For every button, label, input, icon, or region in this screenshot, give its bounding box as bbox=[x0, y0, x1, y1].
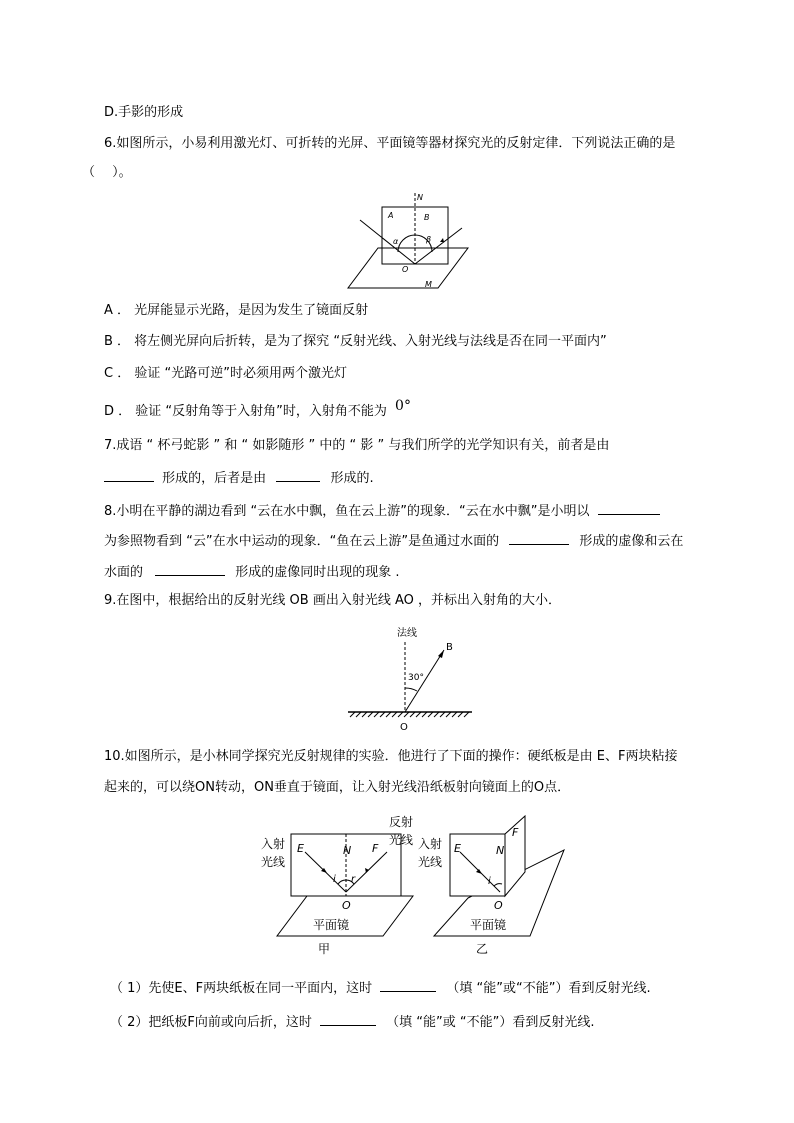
yi-label-e: E bbox=[454, 842, 461, 855]
q10-sub2 bbox=[110, 1011, 595, 1032]
jia-mirror-label: 平面镜 bbox=[313, 918, 350, 932]
q10-figure-jia bbox=[255, 808, 425, 958]
q8-blank-3[interactable] bbox=[155, 561, 225, 576]
q6-label-n: N bbox=[417, 193, 423, 202]
yi-label-n: N bbox=[496, 844, 505, 857]
q9-angle-label: 30° bbox=[408, 673, 424, 683]
q6-label-m: M bbox=[425, 280, 432, 289]
q8-line2-a: 为参照物看到 “云”在水中运动的现象．“鱼在云上游”是鱼通过水面的 bbox=[104, 534, 500, 549]
jia-caption: 甲 bbox=[318, 942, 331, 956]
q7-line2 bbox=[104, 467, 374, 488]
q6-option-b: B ． 将左侧光屏向后折转，是为了探究 “反射光线、入射光线与法线是否在同一平面内” bbox=[104, 334, 607, 349]
jia-reflect-1: 反射 bbox=[389, 815, 414, 829]
jia-label-e: E bbox=[297, 842, 304, 855]
q10-blank-1[interactable] bbox=[380, 977, 436, 992]
q10-blank-2[interactable] bbox=[320, 1011, 376, 1026]
jia-incident-1: 入射 bbox=[261, 837, 286, 851]
yi-label-f: F bbox=[512, 826, 519, 839]
jia-reflect-2: 光线 bbox=[389, 833, 414, 847]
q8-line2 bbox=[104, 530, 683, 551]
q6-option-d-symbol: 0° bbox=[395, 398, 411, 414]
q9-figure bbox=[342, 622, 482, 737]
q8-line3 bbox=[104, 561, 400, 582]
yi-caption: 乙 bbox=[476, 942, 489, 956]
q10-sub1-b: （填 “能”或“不能”）看到反射光线. bbox=[446, 981, 651, 996]
jia-label-n: N bbox=[343, 844, 352, 857]
jia-label-o: O bbox=[342, 899, 351, 912]
jia-label-f: F bbox=[372, 842, 379, 855]
q6-stem-line2: （ ）。 bbox=[82, 165, 132, 180]
q10-figure-yi bbox=[418, 808, 568, 958]
q7-line2-a: 形成的，后者是由 bbox=[162, 471, 267, 486]
q7-blank-1[interactable] bbox=[104, 467, 154, 482]
q7-blank-2[interactable] bbox=[276, 467, 320, 482]
q7-line1: 7.成语 “ 杯弓蛇影 ” 和 “ 如影随形 ” 中的 “ 影 ” 与我们所学的光学知识有关，前者是由 bbox=[104, 438, 610, 453]
q9-stem: 9.在图中，根据给出的反射光线 OB 画出入射光线 AO ，并标出入射角的大小． bbox=[104, 593, 561, 608]
yi-incident-1: 入射 bbox=[418, 837, 443, 851]
q10-sub2-a: （ 2）把纸板F向前或向后折，这时 bbox=[110, 1015, 312, 1030]
q10-sub2-b: （填 “能”或 “不能”）看到反射光线. bbox=[386, 1015, 595, 1030]
jia-incident-2: 光线 bbox=[261, 855, 286, 869]
q8-line3-a: 水面的 bbox=[104, 565, 144, 580]
q8-line2-b: 形成的虚像和云在 bbox=[579, 534, 684, 549]
yi-incident-2: 光线 bbox=[418, 855, 443, 869]
q8-line3-b: 形成的虚像同时出现的现象 . bbox=[235, 565, 400, 580]
q6-label-o: O bbox=[402, 265, 409, 274]
q5-option-d: D.手影的形成 bbox=[104, 105, 184, 120]
q7-line2-b: 形成的. bbox=[330, 471, 374, 486]
q9-label-b: B bbox=[446, 642, 453, 653]
q10-sub1-a: （ 1）先使E、F两块纸板在同一平面内，这时 bbox=[110, 981, 373, 996]
q10-sub1 bbox=[110, 977, 651, 998]
q6-option-d bbox=[104, 398, 411, 421]
yi-label-o: O bbox=[494, 899, 503, 912]
q6-label-alpha: α bbox=[393, 237, 399, 246]
q6-option-c: C ． 验证 “光路可逆”时必须用两个激光灯 bbox=[104, 366, 347, 381]
yi-label-i: i bbox=[488, 876, 491, 887]
yi-mirror-label: 平面镜 bbox=[470, 918, 507, 932]
q8-blank-1[interactable] bbox=[598, 500, 660, 515]
q6-label-beta: β bbox=[426, 235, 432, 244]
jia-label-r: r bbox=[351, 874, 356, 885]
q6-option-d-text: D ． 验证 “反射角等于入射角”时，入射角不能为 bbox=[104, 404, 387, 419]
q8-blank-2[interactable] bbox=[509, 530, 569, 545]
q6-label-a: A bbox=[388, 211, 394, 220]
q8-line1-a: 8.小明在平静的湖边看到 “云在水中飘，鱼在云上游”的现象．“云在水中飘”是小明以 bbox=[104, 504, 590, 519]
jia-label-i: i bbox=[333, 874, 336, 885]
q6-option-a: A ． 光屏能显示光路，是因为发生了镜面反射 bbox=[104, 303, 369, 318]
q10-stem-line1: 10.如图所示，是小林同学探究光反射规律的实验．他进行了下面的操作：硬纸板是由 E、F两块粘接 bbox=[104, 749, 678, 764]
q6-figure bbox=[340, 190, 470, 290]
q6-label-b: B bbox=[424, 213, 430, 222]
q6-stem-line1: 6.如图所示，小易利用激光灯、可折转的光屏、平面镜等器材探究光的反射定律．下列说法正确的是 bbox=[104, 136, 676, 151]
q10-stem-line2: 起来的，可以绕ON转动，ON垂直于镜面，让入射光线沿纸板射向镜面上的O点． bbox=[104, 780, 571, 795]
q9-normal-label: 法线 bbox=[397, 628, 417, 639]
q8-line1 bbox=[104, 500, 660, 521]
q9-label-o: O bbox=[400, 722, 408, 733]
